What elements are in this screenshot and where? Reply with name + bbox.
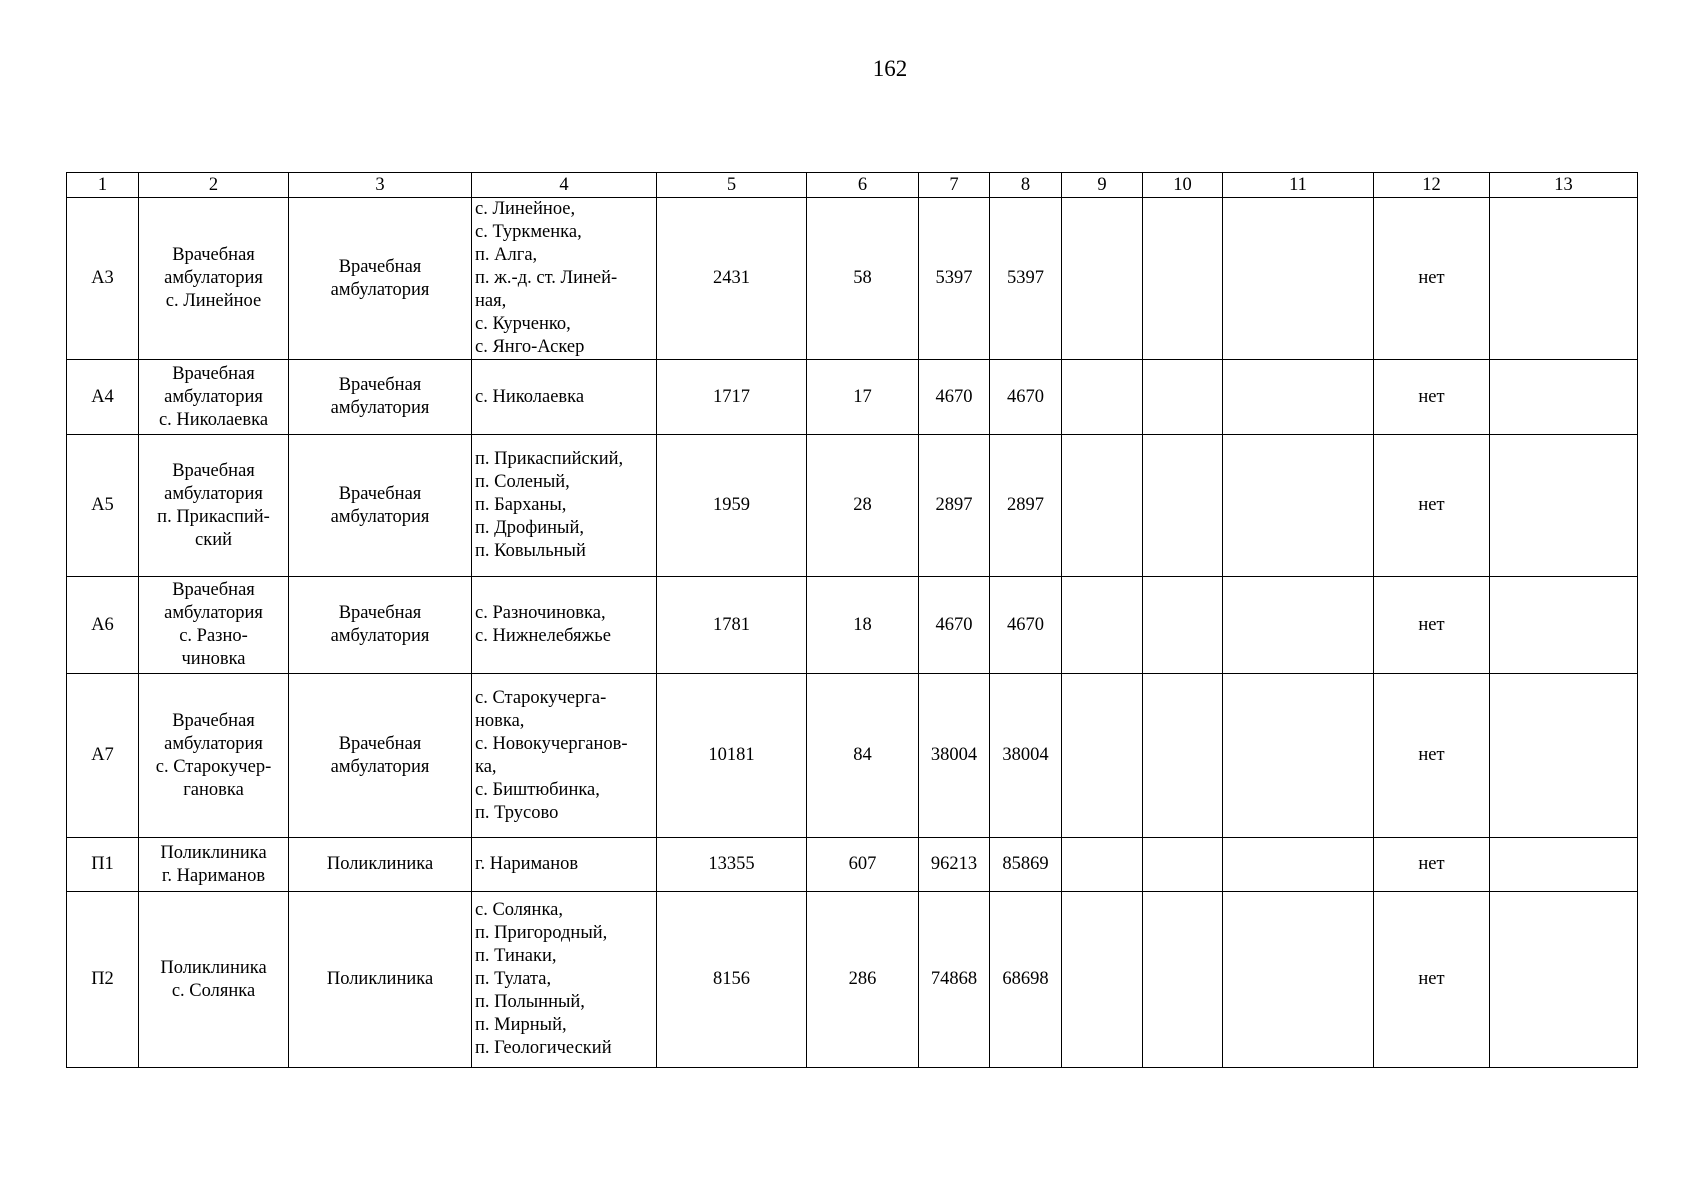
facility-name-cell [139, 892, 289, 1068]
column-header-6: 6 [807, 173, 919, 198]
settlements-cell-line: с. Новокучерганов- [475, 733, 628, 754]
column-7-cell: 96213 [919, 838, 990, 892]
facility-name-cell-line: г. Нариманов [161, 865, 266, 886]
facility-name-cell-line: Врачебная [172, 580, 255, 600]
column-10-cell [1143, 577, 1223, 674]
column-13-cell [1490, 892, 1638, 1068]
facility-name-cell-line: амбулатория [164, 603, 263, 623]
column-header-8: 8 [990, 173, 1062, 198]
column-header-7: 7 [919, 173, 990, 198]
facility-name-cell-line: гановка [183, 779, 244, 800]
facility-name-cell-line: амбулатория [164, 483, 263, 504]
facility-type-cell-line: амбулатория [330, 279, 430, 300]
column-13-cell [1490, 360, 1638, 435]
column-5-cell: 8156 [657, 892, 807, 1068]
facility-code-cell: А5 [67, 435, 139, 577]
facility-name-cell-line: амбулатория [164, 733, 263, 754]
column-6-cell: 84 [807, 674, 919, 838]
table-row [67, 838, 1638, 892]
settlements-cell-line: п. Пригородный, [475, 923, 608, 943]
column-7-cell: 2897 [919, 435, 990, 577]
settlements-cell [472, 360, 657, 435]
column-6-cell: 58 [807, 198, 919, 360]
column-9-cell [1062, 577, 1143, 674]
facility-code-cell: А7 [67, 674, 139, 838]
column-11-cell [1223, 838, 1374, 892]
column-5-cell: 1781 [657, 577, 807, 674]
facility-name-cell [139, 360, 289, 435]
column-12-cell: нет [1374, 360, 1490, 435]
page-number: 162 [872, 56, 908, 81]
facility-code-cell: П1 [67, 838, 139, 892]
column-11-cell [1223, 674, 1374, 838]
column-12-cell: нет [1374, 435, 1490, 577]
facility-type-cell [289, 674, 472, 838]
settlements-cell-line: с. Николаевка [475, 386, 585, 407]
settlements-cell-line: п. Барханы, [475, 495, 567, 515]
column-6-cell: 18 [807, 577, 919, 674]
column-11-cell [1223, 435, 1374, 577]
facility-name-cell-line: чиновка [181, 649, 246, 669]
column-10-cell [1143, 892, 1223, 1068]
column-5-cell: 2431 [657, 198, 807, 360]
column-13-cell [1490, 435, 1638, 577]
column-header-13: 13 [1490, 173, 1638, 198]
facility-name-cell [139, 838, 289, 892]
facility-code-cell: П2 [67, 892, 139, 1068]
facility-type-cell-line: Врачебная [338, 603, 422, 623]
settlements-cell-line: п. Прикаспийский, [475, 449, 624, 469]
column-5-cell: 1717 [657, 360, 807, 435]
facility-type-cell-line: амбулатория [330, 398, 430, 418]
settlements-cell-line: п. Трусово [475, 802, 559, 823]
settlements-cell-line: п. Ковыльный [475, 541, 586, 561]
column-11-cell [1223, 198, 1374, 360]
facility-name-cell-line: Врачебная [172, 460, 255, 481]
column-header-5: 5 [657, 173, 807, 198]
facility-type-cell [289, 577, 472, 674]
facility-type-cell-line: амбулатория [330, 756, 430, 777]
column-12-cell: нет [1374, 838, 1490, 892]
table-row [67, 577, 1638, 674]
column-header-2: 2 [139, 173, 289, 198]
settlements-cell [472, 198, 657, 360]
column-10-cell [1143, 435, 1223, 577]
column-9-cell [1062, 360, 1143, 435]
facility-type-cell-line: Врачебная [338, 256, 422, 277]
settlements-cell-line: с. Разночиновка, [475, 603, 606, 623]
facility-name-cell-line: с. Разно- [179, 626, 248, 646]
column-13-cell [1490, 198, 1638, 360]
settlements-cell-line: с. Нижнелебяжье [475, 626, 611, 646]
facility-type-cell-line: амбулатория [330, 506, 430, 527]
facility-type-cell-line: Врачебная [338, 733, 422, 754]
column-header-12: 12 [1374, 173, 1490, 198]
column-8-cell: 38004 [990, 674, 1062, 838]
column-13-cell [1490, 838, 1638, 892]
facility-name-cell-line: Врачебная [172, 245, 255, 265]
table-body [67, 198, 1638, 1068]
settlements-cell-line: ная, [475, 291, 507, 311]
settlements-cell-line: с. Линейное, [475, 199, 576, 219]
column-7-cell: 4670 [919, 577, 990, 674]
column-12-cell: нет [1374, 892, 1490, 1068]
settlements-cell-line: п. Геологический [475, 1038, 612, 1058]
table-row [67, 435, 1638, 577]
facility-name-cell-line: с. Николаевка [158, 409, 269, 430]
column-9-cell [1062, 674, 1143, 838]
facility-type-cell-line: Поликлиника [326, 854, 434, 874]
facility-name-cell-line: Врачебная [172, 710, 255, 731]
header-row [67, 173, 1638, 198]
facility-name-cell [139, 198, 289, 360]
settlements-cell [472, 892, 657, 1068]
settlements-cell [472, 674, 657, 838]
facility-type-cell-line: Врачебная [338, 375, 422, 395]
column-8-cell: 4670 [990, 577, 1062, 674]
settlements-cell [472, 435, 657, 577]
column-12-cell: нет [1374, 577, 1490, 674]
column-13-cell [1490, 577, 1638, 674]
column-7-cell: 4670 [919, 360, 990, 435]
facility-name-cell-line: амбулатория [164, 386, 263, 407]
settlements-cell-line: с. Старокучерга- [475, 687, 607, 708]
facility-name-cell-line: с. Солянка [171, 980, 256, 1001]
facility-type-cell [289, 892, 472, 1068]
column-12-cell: нет [1374, 198, 1490, 360]
column-6-cell: 28 [807, 435, 919, 577]
facility-type-cell-line: Врачебная [338, 483, 422, 504]
column-5-cell: 13355 [657, 838, 807, 892]
column-8-cell: 85869 [990, 838, 1062, 892]
column-header-10: 10 [1143, 173, 1223, 198]
settlements-cell-line: п. Алга, [475, 245, 538, 265]
column-8-cell: 4670 [990, 360, 1062, 435]
facility-name-cell-line: амбулатория [164, 268, 263, 288]
column-header-3: 3 [289, 173, 472, 198]
settlements-cell-line: п. Соленый, [475, 472, 570, 492]
facility-name-cell-line: п. Прикаспий- [157, 506, 270, 527]
facility-name-cell-line: Поликлиника [160, 842, 267, 863]
column-5-cell: 1959 [657, 435, 807, 577]
facility-name-cell-line: Врачебная [172, 363, 255, 384]
column-8-cell: 2897 [990, 435, 1062, 577]
settlements-cell-line: с. Янго-Аскер [475, 337, 585, 357]
column-9-cell [1062, 838, 1143, 892]
table-row [67, 360, 1638, 435]
settlements-cell-line: с. Солянка, [475, 900, 563, 920]
settlements-cell [472, 577, 657, 674]
facility-name-cell [139, 674, 289, 838]
facility-name-cell [139, 577, 289, 674]
column-11-cell [1223, 360, 1374, 435]
settlements-cell-line: г. Нариманов [475, 854, 579, 874]
table-row [67, 892, 1638, 1068]
column-10-cell [1143, 198, 1223, 360]
column-7-cell: 5397 [919, 198, 990, 360]
column-6-cell: 286 [807, 892, 919, 1068]
settlements-cell-line: п. ж.-д. ст. Линей- [475, 268, 618, 288]
column-7-cell: 38004 [919, 674, 990, 838]
column-10-cell [1143, 674, 1223, 838]
column-6-cell: 607 [807, 838, 919, 892]
settlements-cell-line: с. Биштюбинка, [475, 779, 600, 800]
facility-name-cell-line: Поликлиника [160, 957, 267, 978]
facility-type-cell-line: амбулатория [330, 626, 430, 646]
settlements-cell-line: новка, [475, 710, 525, 731]
column-9-cell [1062, 198, 1143, 360]
settlements-cell-line: п. Мирный, [475, 1015, 567, 1035]
facility-name-cell [139, 435, 289, 577]
facility-code-cell: А3 [67, 198, 139, 360]
column-header-9: 9 [1062, 173, 1143, 198]
facility-type-cell [289, 360, 472, 435]
facility-name-cell-line: с. Старокучер- [155, 756, 272, 777]
settlements-cell-line: с. Туркменка, [475, 222, 582, 242]
settlements-cell [472, 838, 657, 892]
facility-name-cell-line: с. Линейное [165, 291, 262, 311]
column-12-cell: нет [1374, 674, 1490, 838]
settlements-cell-line: с. Курченко, [475, 314, 571, 334]
settlements-cell-line: п. Тинаки, [475, 946, 557, 966]
column-8-cell: 5397 [990, 198, 1062, 360]
settlements-cell-line: п. Дрофиный, [475, 518, 585, 538]
column-6-cell: 17 [807, 360, 919, 435]
facility-type-cell [289, 838, 472, 892]
facility-type-cell [289, 198, 472, 360]
column-11-cell [1223, 577, 1374, 674]
column-10-cell [1143, 360, 1223, 435]
facility-name-cell-line: ский [195, 529, 232, 550]
facilities-table [66, 172, 1638, 1068]
table-row [67, 674, 1638, 838]
column-header-1: 1 [67, 173, 139, 198]
column-9-cell [1062, 435, 1143, 577]
facility-code-cell: А6 [67, 577, 139, 674]
column-7-cell: 74868 [919, 892, 990, 1068]
settlements-cell-line: п. Полынный, [475, 992, 585, 1012]
column-9-cell [1062, 892, 1143, 1068]
column-header-11: 11 [1223, 173, 1374, 198]
column-11-cell [1223, 892, 1374, 1068]
facility-code-cell: А4 [67, 360, 139, 435]
settlements-cell-line: п. Тулата, [475, 969, 552, 989]
column-8-cell: 68698 [990, 892, 1062, 1068]
column-5-cell: 10181 [657, 674, 807, 838]
facility-type-cell-line: Поликлиника [326, 969, 434, 989]
settlements-cell-line: ка, [475, 756, 497, 777]
column-header-4: 4 [472, 173, 657, 198]
table-row [67, 198, 1638, 360]
column-10-cell [1143, 838, 1223, 892]
column-13-cell [1490, 674, 1638, 838]
facility-type-cell [289, 435, 472, 577]
